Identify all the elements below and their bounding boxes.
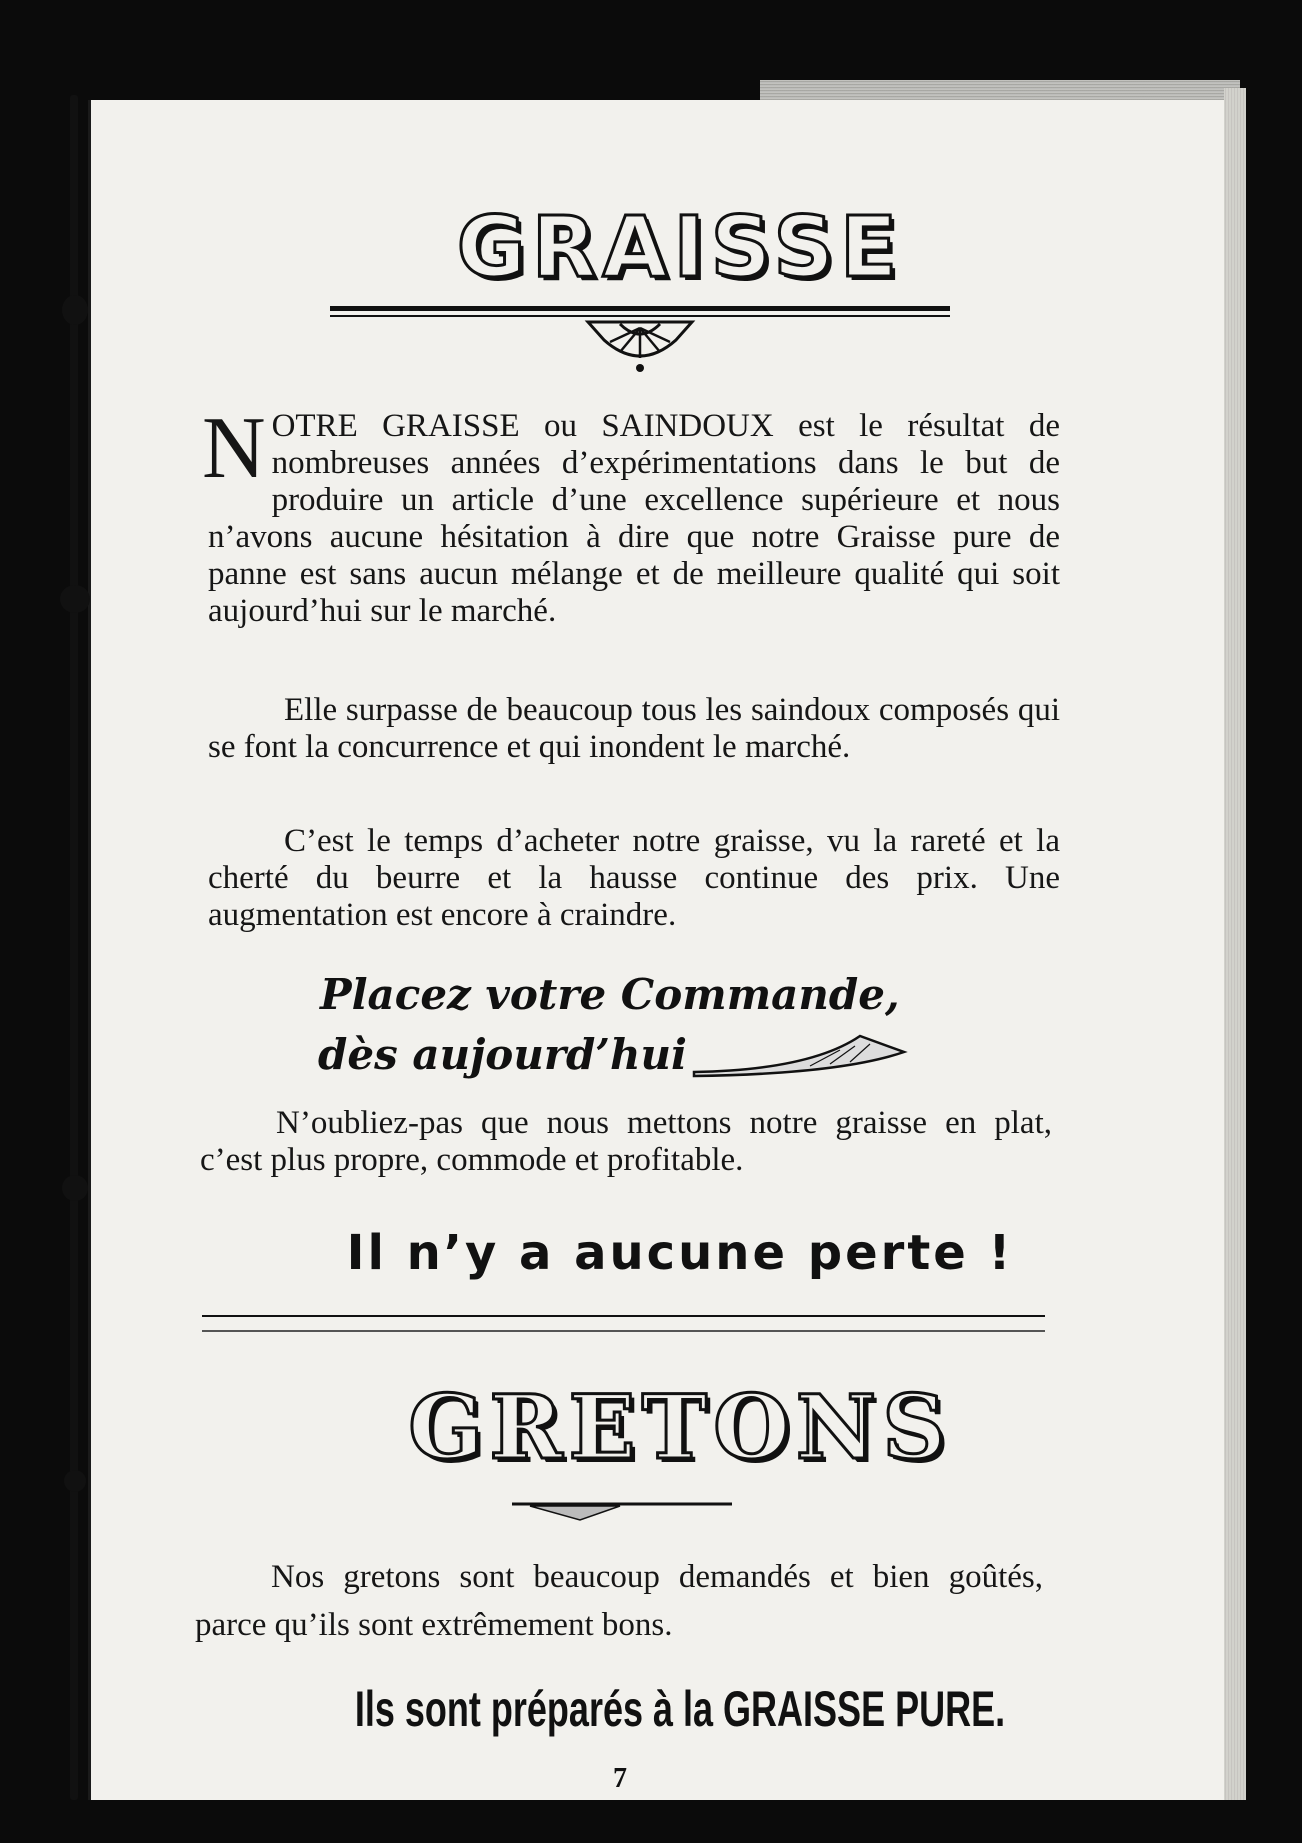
graisse-paragraph-1-text: OTRE GRAISSE ou SAINDOUX est le résultat de nombreuses années d’expérimentations dans le but de produire un article d’une excellence supérieure et nous n’avons aucune hésitation à dire que notre Graisse pure de panne est sans aucun mélange et de meilleure qualité qui soit aujourd’hui sur le marché.	[208, 408, 1060, 629]
gretons-paragraph: Nos gretons sont beaucoup demandés et bien goûtés, parce qu’ils sont extrêmement bons.	[195, 1559, 1043, 1643]
graisse-paragraph-1	[202, 400, 1060, 630]
heading-rule-thick	[330, 306, 950, 311]
graisse-paragraph-3: C’est le temps d’acheter notre graisse, vu la rareté et la cherté du beurre et la hausse continue des prix. Une augmentation est encore à craindre.	[208, 823, 1060, 933]
heading-rule-thin	[330, 315, 950, 317]
page-edge	[1224, 88, 1246, 1800]
graisse-paragraph-2: Elle surpasse de beaucoup tous les saindoux composés qui se font la concurrence et qui inondent le marché.	[208, 692, 1060, 765]
binding-knot	[64, 1470, 86, 1492]
binding-knot	[60, 585, 90, 613]
gretons-heading: GRETONS	[408, 1375, 952, 1479]
sunburst-ornament-icon	[580, 318, 700, 374]
section-divider-bottom	[202, 1330, 1045, 1332]
binding-knot	[62, 295, 88, 325]
graisse-paragraph-4: N’oubliez-pas que nous mettons notre graisse en plat, c’est plus propre, commode et profitable.	[200, 1105, 1052, 1178]
binding-knot	[62, 1175, 88, 1201]
script-line-2: dès aujourd’hui	[318, 1030, 687, 1079]
no-loss-statement: Il n’y a aucune perte !	[346, 1225, 1014, 1281]
script-line-1: Placez votre Commande,	[320, 970, 900, 1019]
drop-cap: N	[202, 400, 266, 497]
graisse-heading: GRAISSE	[456, 198, 904, 296]
book-binding	[70, 95, 78, 1800]
page-number: 7	[613, 1763, 627, 1794]
arrow-underline-icon	[510, 1500, 735, 1526]
pen-flourish-icon	[690, 1022, 910, 1082]
page-top-shadow	[760, 80, 1240, 100]
section-divider-top	[202, 1315, 1045, 1317]
pure-grease-tagline: Ils sont préparés à la GRAISSE PURE.	[354, 1681, 1006, 1737]
